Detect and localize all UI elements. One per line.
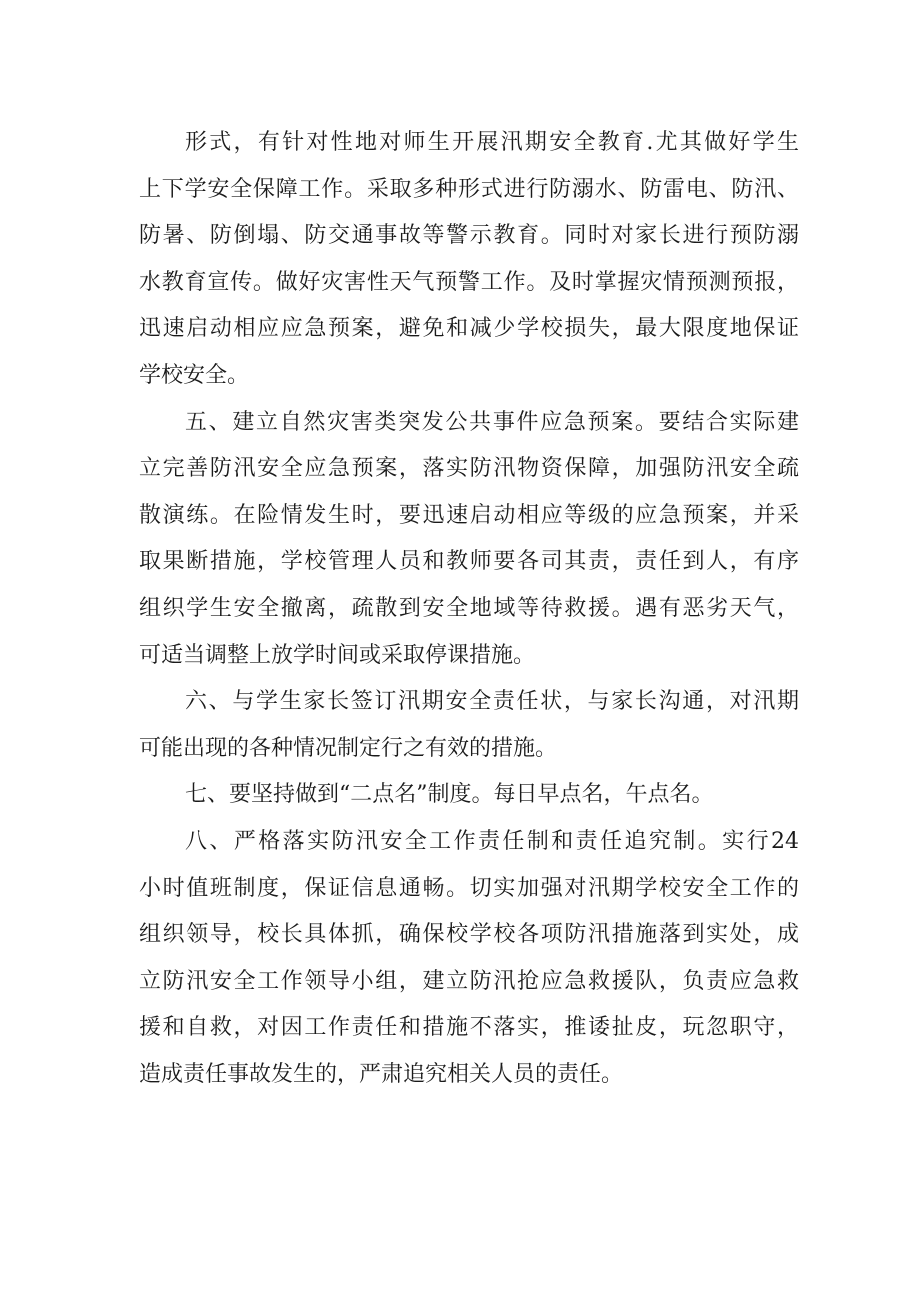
- text-line: 防暑、防倒塌、防交通事故等警示教育。同时对家长进行预防溺: [139, 223, 799, 249]
- section-heading-5: 五、建立自然灾害类突发公共事件应急预案。要结合实际建: [185, 409, 799, 435]
- text-line: 组织学生安全撤离，疏散到安全地域等待救援。遇有恶劣天气，: [139, 595, 799, 621]
- text-line: 可能出现的各种情况制定行之有效的措施。: [139, 735, 558, 761]
- text-line: 迅速启动相应应急预案，避免和减少学校损失，最大限度地保证: [139, 316, 799, 342]
- section-heading-7: 七、要坚持做到“二点名”制度。每日早点名，午点名。: [185, 782, 714, 808]
- text-line: 学校安全。: [139, 362, 250, 388]
- section-heading-8: 八、严格落实防汛安全工作责任制和责任追究制。实行24: [185, 828, 799, 854]
- text-line: 造成责任事故发生的，严肃追究相关人员的责任。: [139, 1061, 624, 1087]
- text-line: 取果断措施，学校管理人员和教师要各司其责，责任到人，有序: [139, 549, 799, 575]
- section-heading-6: 六、与学生家长签订汛期安全责任状，与家长沟通，对汛期: [185, 689, 799, 715]
- document-body: [139, 120, 799, 1098]
- text-line: 形式，有针对性地对师生开展汛期安全教育.尤其做好学生: [185, 130, 799, 155]
- text-line: 立完善防汛安全应急预案，落实防汛物资保障，加强防汛安全疏: [139, 456, 799, 482]
- text-line: 援和自救，对因工作责任和措施不落实，推诿扯皮，玩忽职守，: [139, 1015, 799, 1041]
- text-line: 上下学安全保障工作。采取多种形式进行防溺水、防雷电、防汛、: [139, 176, 799, 202]
- text-line: 组织领导，校长具体抓，确保校学校各项防汛措施落到实处，成: [139, 922, 799, 948]
- text-line: 散演练。在险情发生时，要迅速启动相应等级的应急预案，并采: [139, 502, 799, 528]
- text-line: 立防汛安全工作领导小组，建立防汛抢应急救援队，负责应急救: [139, 968, 799, 994]
- text-line: 可适当调整上放学时间或采取停课措施。: [139, 642, 536, 668]
- text-line: 水教育宣传。做好灾害性天气预警工作。及时掌握灾情预测预报，: [139, 269, 799, 295]
- text-line: 小时值班制度，保证信息通畅。切实加强对汛期学校安全工作的: [139, 875, 799, 901]
